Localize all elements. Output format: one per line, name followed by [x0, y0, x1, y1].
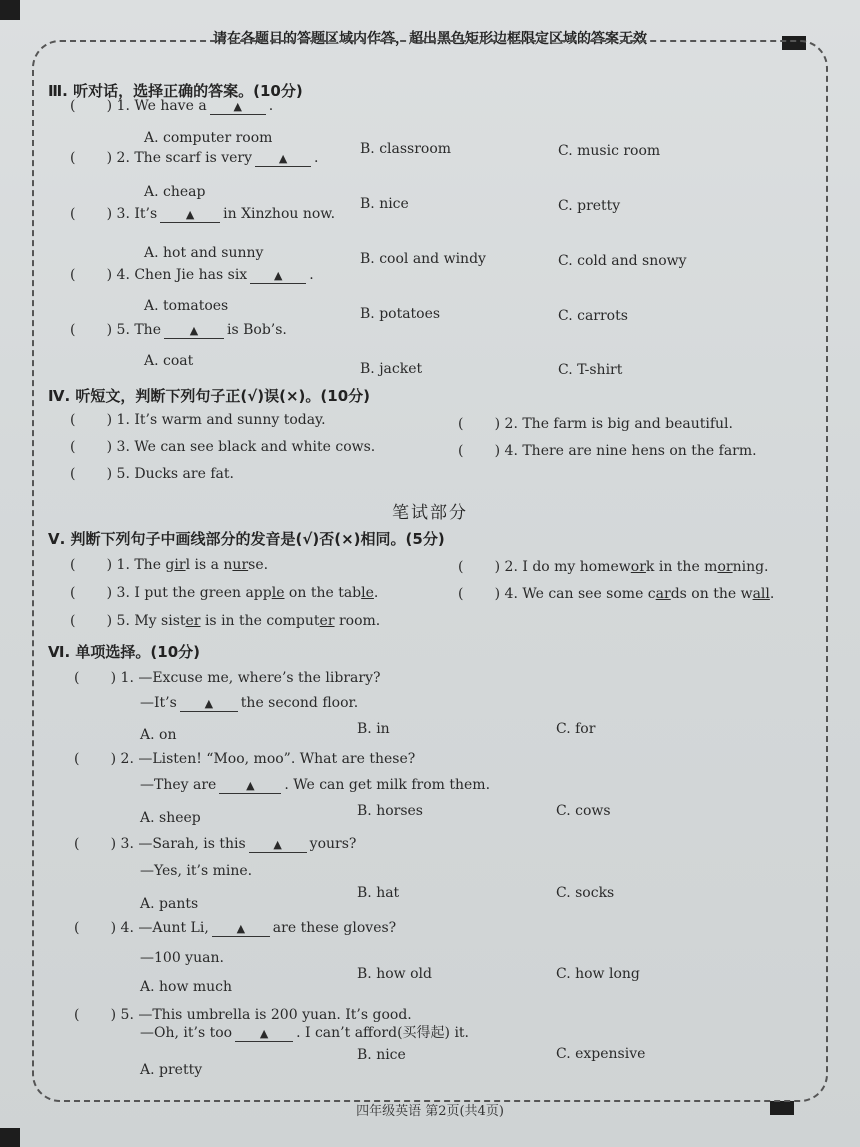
answer-blank[interactable]: ▲	[212, 922, 270, 937]
section-5-header: Ⅴ. 判断下列句子中画线部分的发音是(√)否(×)相同。(5分)	[48, 530, 445, 548]
section-6-header: Ⅵ. 单项选择。(10分)	[48, 643, 200, 661]
s6-q4-line1: ( ) 4. —Aunt Li, ▲ are these gloves?	[74, 920, 397, 936]
s3-q5: ( ) 5. The ▲ is Bob’s.	[70, 322, 287, 338]
written-part-title: 笔试部分	[392, 503, 468, 523]
s3-q5-option-b: B. jacket	[360, 361, 423, 377]
section-3-header: Ⅲ. 听对话，选择正确的答案。(10分)	[48, 82, 303, 100]
answer-blank[interactable]: ▲	[250, 269, 306, 284]
s5-q2: ( ) 2. I do my homework in the morning.	[458, 559, 769, 575]
s3-q1-option-c: C. music room	[558, 143, 661, 159]
s3-q1: ( ) 1. We have a ▲ .	[70, 98, 274, 114]
s6-q3-option-b: B. hat	[357, 885, 400, 901]
answer-blank[interactable]: ▲	[219, 779, 281, 794]
s3-q2: ( ) 2. The scarf is very ▲ .	[70, 150, 319, 166]
s6-q5-line1: ( ) 5. —This umbrella is 200 yuan. It’s good.	[74, 1007, 412, 1023]
s6-q5-option-b: B. nice	[357, 1047, 406, 1063]
s6-q1-line2: —It’s ▲ the second floor.	[140, 695, 359, 711]
s3-q3: ( ) 3. It’s ▲ in Xinzhou now.	[70, 206, 336, 222]
page-footer: 四年级英语 第2页(共4页)	[356, 1104, 504, 1119]
s3-q5-option-c: C. T-shirt	[558, 362, 623, 378]
corner-mark-bottom-left	[0, 1128, 20, 1147]
s3-q3-option-b: B. cool and windy	[360, 251, 486, 267]
s3-q2-option-a: A. cheap	[144, 184, 206, 200]
s3-q1-option-a: A. computer room	[144, 130, 273, 146]
s3-q3-option-c: C. cold and snowy	[558, 253, 687, 269]
answer-blank[interactable]: ▲	[249, 838, 307, 853]
s6-q5-line2: —Oh, it’s too ▲ . I can’t afford(买得起) it.	[140, 1025, 469, 1041]
s6-q1-option-b: B. in	[357, 721, 390, 737]
s3-q5-option-a: A. coat	[144, 353, 194, 369]
s5-q3: ( ) 3. I put the green apple on the table.	[70, 585, 379, 601]
s4-q4: ( ) 4. There are nine hens on the farm.	[458, 443, 757, 459]
s6-q1-line1: ( ) 1. —Excuse me, where’s the library?	[74, 670, 381, 686]
s5-q1: ( ) 1. The girl is a nurse.	[70, 557, 269, 573]
answer-blank[interactable]: ▲	[160, 208, 220, 223]
s4-q2: ( ) 2. The farm is big and beautiful.	[458, 416, 733, 432]
s6-q4-option-b: B. how old	[357, 966, 432, 982]
s3-q4: ( ) 4. Chen Jie has six ▲ .	[70, 267, 314, 283]
s6-q1-option-c: C. for	[556, 721, 596, 737]
answer-blank[interactable]: ▲	[210, 100, 266, 115]
s6-q2-option-b: B. horses	[357, 803, 423, 819]
corner-mark-top-left	[0, 0, 20, 20]
answer-blank[interactable]: ▲	[235, 1027, 293, 1042]
s6-q3-line1: ( ) 3. —Sarah, is this ▲ yours?	[74, 836, 357, 852]
s4-q3: ( ) 3. We can see black and white cows.	[70, 439, 376, 455]
section-4-header: Ⅳ. 听短文，判断下列句子正(√)误(×)。(10分)	[48, 387, 370, 405]
s3-q2-option-b: B. nice	[360, 196, 409, 212]
s3-q4-option-c: C. carrots	[558, 308, 628, 324]
s4-q1: ( ) 1. It’s warm and sunny today.	[70, 412, 326, 428]
s6-q4-line2: —100 yuan.	[140, 950, 224, 966]
answer-blank[interactable]: ▲	[180, 697, 238, 712]
s3-q4-option-a: A. tomatoes	[144, 298, 229, 314]
s6-q5-option-c: C. expensive	[556, 1046, 646, 1062]
s3-q3-option-a: A. hot and sunny	[144, 245, 264, 261]
s3-q4-option-b: B. potatoes	[360, 306, 441, 322]
answer-blank[interactable]: ▲	[164, 324, 224, 339]
s4-q5: ( ) 5. Ducks are fat.	[70, 466, 234, 482]
s6-q1-option-a: A. on	[140, 727, 177, 743]
s6-q4-option-c: C. how long	[556, 966, 640, 982]
answer-area-notice: 请在各题目的答题区域内作答，超出黑色矩形边框限定区域的答案无效	[213, 31, 647, 47]
s6-q2-option-a: A. sheep	[140, 810, 201, 826]
s6-q2-line1: ( ) 2. —Listen! “Moo, moo”. What are these?	[74, 751, 416, 767]
s6-q2-option-c: C. cows	[556, 803, 611, 819]
s5-q5: ( ) 5. My sister is in the computer room.	[70, 613, 381, 629]
s6-q2-line2: —They are ▲ . We can get milk from them.	[140, 777, 491, 793]
s6-q5-option-a: A. pretty	[140, 1062, 203, 1078]
s3-q1-option-b: B. classroom	[360, 141, 452, 157]
s5-q4: ( ) 4. We can see some cards on the wall.	[458, 586, 775, 602]
s3-q2-option-c: C. pretty	[558, 198, 621, 214]
s6-q3-option-c: C. socks	[556, 885, 615, 901]
answer-blank[interactable]: ▲	[255, 152, 311, 167]
s6-q3-line2: —Yes, it’s mine.	[140, 863, 253, 879]
s6-q3-option-a: A. pants	[140, 896, 199, 912]
s6-q4-option-a: A. how much	[140, 979, 233, 995]
